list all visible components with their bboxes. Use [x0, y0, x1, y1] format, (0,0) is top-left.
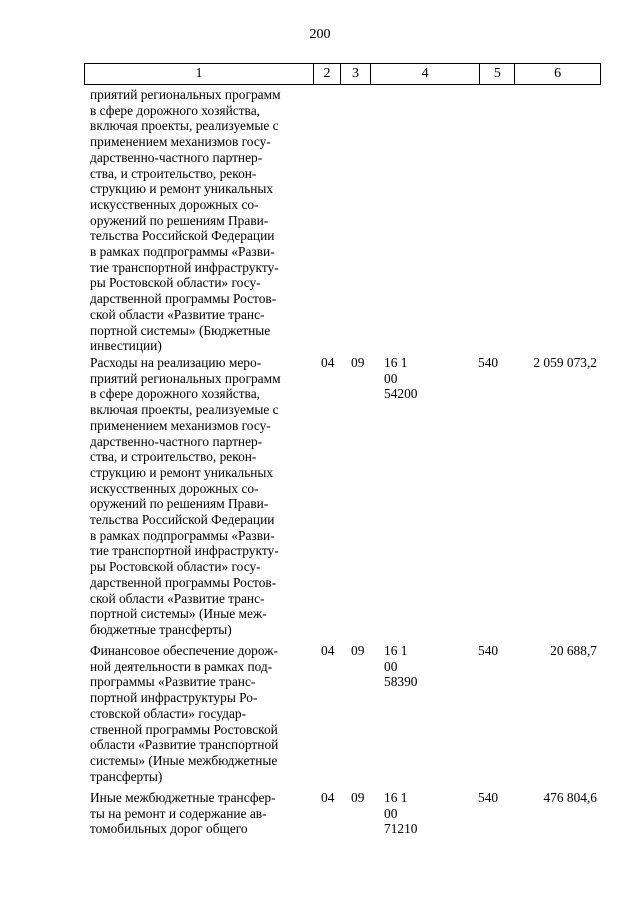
row-amount: 20 688,7: [550, 643, 597, 658]
row-subsection-code: 09: [351, 790, 365, 805]
header-col-6: 6: [554, 66, 562, 81]
row-target-code: 16 1 00 58390: [384, 643, 418, 690]
row-section-code: 04: [321, 790, 335, 805]
row-target-code: 16 1 00 54200: [384, 355, 418, 402]
row-amount: 476 804,6: [543, 790, 597, 805]
row-expense-type: 540: [478, 355, 499, 370]
row-expense-type: 540: [478, 643, 499, 658]
row-subsection-code: 09: [351, 355, 365, 370]
row-target-code: 16 1 00 71210: [384, 790, 418, 837]
table-row: [90, 643, 597, 784]
row-subsection-code: 09: [351, 643, 365, 658]
row-description: приятий региональных программ в сфере дорожного хозяйства, включая проекты, реализуемые с применением механизмов госу- дарственно-частного партнер- ства, и строительство, рекон- струкцию и ремонт уникальных искусственных дорожных со- оружений по решениям Прави- тельства Российской Федерации в рамках подпрограммы «Разви- тие транспортной инфраструкту- ры Ростовской области» госу- дарственной программы Ростов- ской области «Развитие транс- портной системы» (Бюджетные инвестиции): [90, 87, 281, 354]
row-description: Расходы на реализацию меро- приятий региональных программ в сфере дорожного хозяйства, включая проекты, реализуемые с применением механизмов госу- дарственно-частного партнер- ства, и строительство, рекон- струкцию и ремонт уникальных искусственных дорожных со- оружений по решениям Прави- тельства Российской Федерации в рамках подпрограммы «Разви- тие транспортной инфраструкту- ры Ростовской области» госу- дарственной программы Ростов- ской области «Развитие транс- портной системы» (Иные меж- бюджетные трансферты): [90, 355, 281, 637]
row-expense-type: 540: [478, 790, 499, 805]
row-section-code: 04: [321, 643, 335, 658]
row-description: Финансовое обеспечение дорож- ной деятельности в рамках под- программы «Развитие транс- портной инфраструктуры Ро- стовской области» государ- ственной программы Ростовской области «Развитие транспортной системы» (Иные межбюджетные трансферты): [90, 643, 279, 784]
row-description: Иные межбюджетные трансфер- ты на ремонт и содержание ав- томобильных дорог общего: [90, 790, 276, 837]
table-header-row: [84, 63, 601, 85]
row-amount: 2 059 073,2: [533, 355, 597, 370]
header-col-4: 4: [371, 64, 481, 84]
header-col-5: 5: [480, 64, 515, 84]
row-section-code: 04: [321, 355, 335, 370]
table-row: [90, 87, 306, 354]
table-row: [90, 355, 597, 638]
table-row: [90, 790, 597, 837]
header-col-1: 1: [85, 64, 314, 84]
header-col-3: 3: [341, 64, 371, 84]
page-number: 200: [309, 27, 331, 42]
header-col-2: 2: [314, 64, 341, 84]
